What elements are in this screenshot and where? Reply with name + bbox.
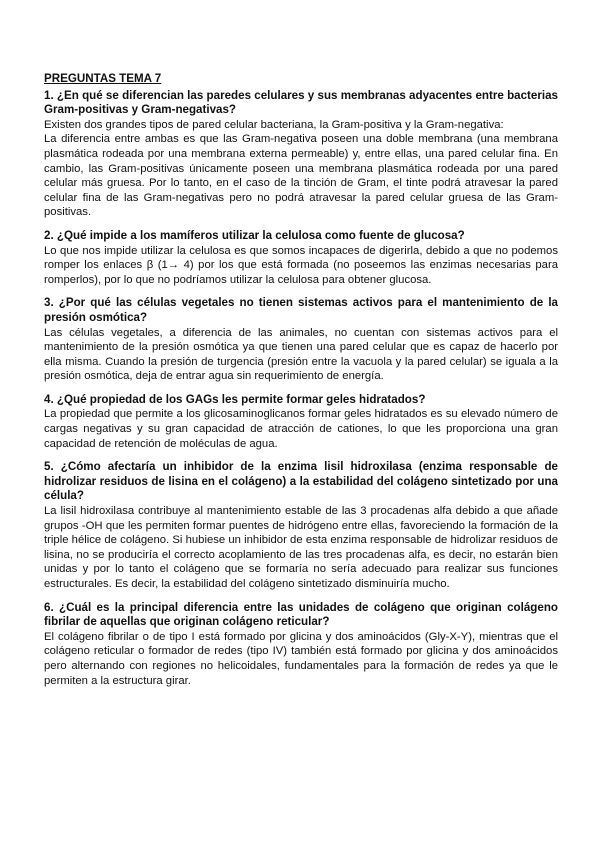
question-title: 6. ¿Cuál es la principal diferencia entre las unidades de colágeno que originan colágeno fibrilar de aquellas que originan colágeno reticular? — [44, 600, 558, 629]
question-title: 4. ¿Qué propiedad de los GAGs les permite formar geles hidratados? — [44, 392, 426, 406]
question-4 — [44, 393, 558, 451]
answer-paragraph: La diferencia entre ambas es que las Gram-negativa poseen una doble membrana (una membrana plasmática rodeada por una membrana externa permeable) y, entre ellas, una pared celular fina. En cambio, las Gram-positivas únicamente poseen una membrana plasmática rodeada por una pared celular más gruesa. Por lo tanto, en el caso de la tinción de Gram, el tinte podrá atravesar la pared celular fina de las Gram-negativas pero no podrá atravesar la pared celular gruesa de las Gram-positivas. — [44, 133, 558, 219]
answer-paragraph: Existen dos grandes tipos de pared celular bacteriana, la Gram-positiva y la Gram-negativa: — [44, 118, 504, 131]
question-title: 2. ¿Qué impide a los mamíferos utilizar la celulosa como fuente de glucosa? — [44, 228, 465, 242]
question-6 — [44, 601, 558, 689]
answer-paragraph: Las células vegetales, a diferencia de las animales, no cuentan con sistemas activos para el mantenimiento de la presión osmótica ya que tienen una pared celular que es capaz de hacerlo por ella misma. Cuando la presión de turgencia (presión entre la vacuola y la pared celular) se iguala a la presión osmótica, deja de entrar agua sin requerimiento de energía. — [44, 326, 558, 383]
document-page — [44, 72, 558, 697]
question-5 — [44, 460, 558, 591]
document-title: PREGUNTAS TEMA 7 — [44, 72, 162, 85]
answer-paragraph: Lo que nos impide utilizar la celulosa es que somos incapaces de digerirla, debido a que no podemos romper los enlaces β (1→ 4) por los que está formada (no poseemos las enzimas necesarias para romperlos), por lo que no podríamos utilizar la celulosa para obtener glucosa. — [44, 244, 558, 286]
question-title: 5. ¿Cómo afectaría un inhibidor de la enzima lisil hidroxilasa (enzima responsable de hidrolizar residuos de lisina en el colágeno) a la estabilidad del colágeno sintetizado por una célula? — [44, 460, 558, 503]
question-title: 1. ¿En qué se diferencian las paredes celulares y sus membranas adyacentes entre bacterias Gram-positivas y Gram-negativas? — [44, 88, 558, 117]
question-title: 3. ¿Por qué las células vegetales no tienen sistemas activos para el mantenimiento de la presión osmótica? — [44, 296, 558, 324]
question-2 — [44, 229, 558, 287]
question-1 — [44, 89, 558, 220]
question-3 — [44, 296, 558, 384]
answer-paragraph: La propiedad que permite a los glicosaminoglicanos formar geles hidratados es su elevado número de cargas negativas y su gran capacidad de atracción de cationes, lo que les proporciona una gran capacidad de retención de moléculas de agua. — [44, 408, 558, 450]
answer-paragraph: El colágeno fibrilar o de tipo I está formado por glicina y dos aminoácidos (Gly-X-Y), mientras que el colágeno reticular o formador de redes (tipo IV) también está formado por glicina y dos aminoácidos pero alternando con regiones no helicoidales, fundamentales para la formación de redes ya que le permiten a la estructura girar. — [44, 630, 558, 687]
answer-paragraph: La lisil hidroxilasa contribuye al mantenimiento estable de las 3 procadenas alfa debido a que añade grupos -OH que les permiten formar puentes de hidrógeno entre ellas, favoreciendo la formación de la triple hélice de colágeno. Si hubiese un inhibidor de esta enzima responsable de hidrolizar residuos de lisina, no se produciría el correcto acoplamiento de las tres procadenas alfa, es decir, no estarán bien unidas y por lo tanto el colágeno que se formaría no sería adecuado para realizar sus funciones estructurales. Es decir, la estabilidad del colágeno sintetizado disminuiría mucho. — [44, 505, 558, 590]
